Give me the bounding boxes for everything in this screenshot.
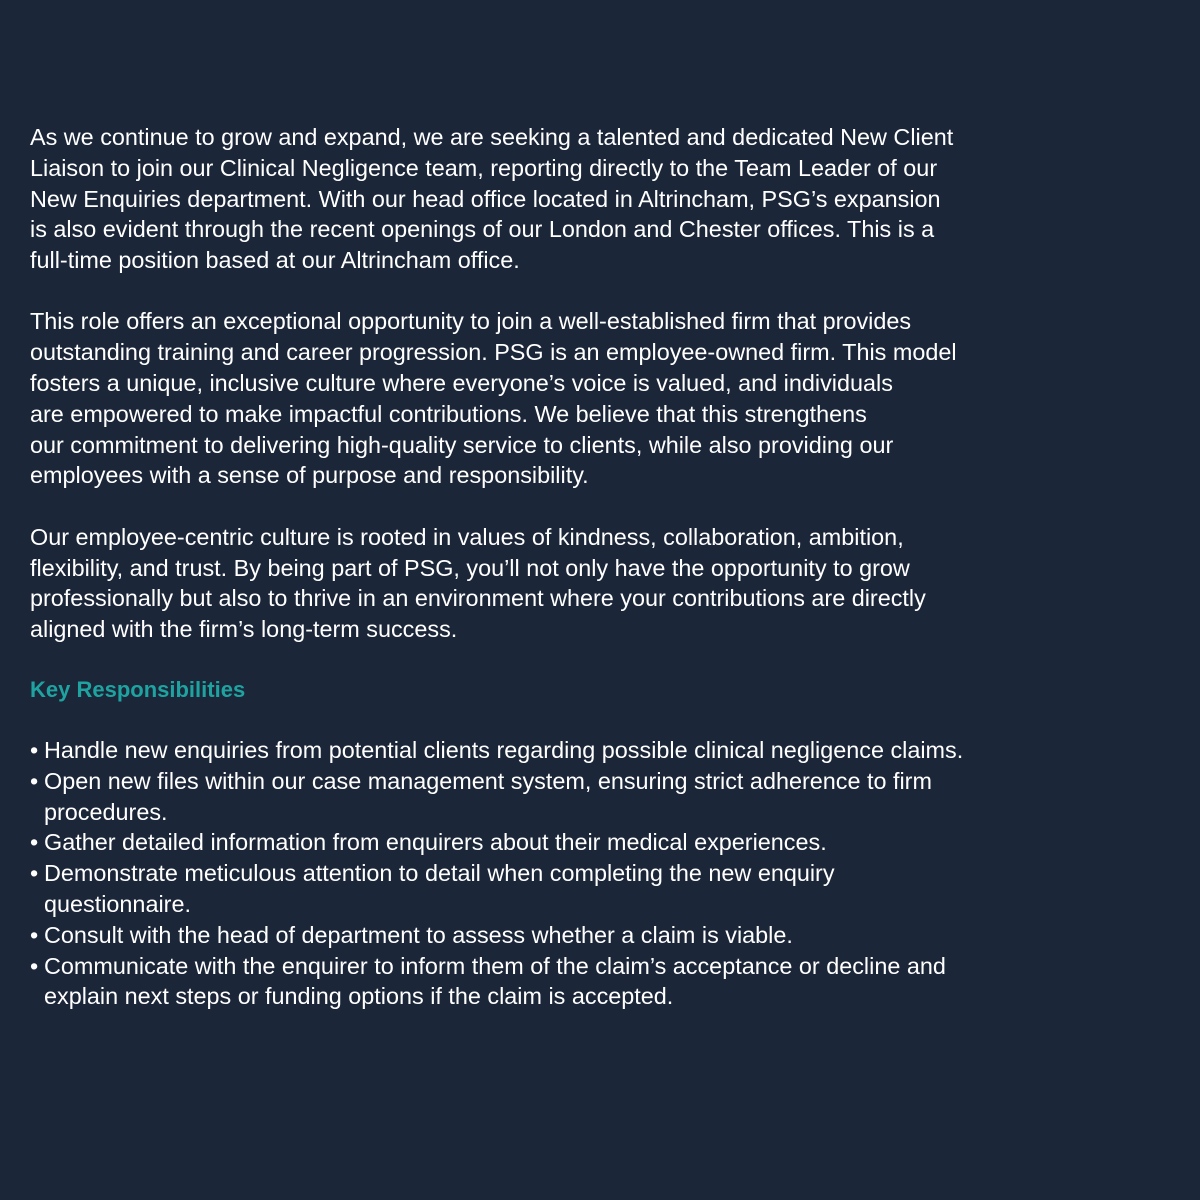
paragraph-line: New Enquiries department. With our head office located in Altrincham, PSG’s expansion [30, 185, 941, 212]
job-description-content [30, 122, 1190, 1012]
paragraph-line: As we continue to grow and expand, we are seeking a talented and dedicated New Client [30, 124, 954, 150]
bullet-icon: • [30, 767, 39, 794]
list-item-line: procedures. [44, 798, 168, 825]
paragraph-line: This role offers an exceptional opportunity to join a well-established firm that provides [30, 308, 912, 335]
paragraph-line: outstanding training and career progression. PSG is an employee-owned firm. This model [30, 339, 957, 366]
list-item [30, 766, 1190, 828]
paragraph-line: are empowered to make impactful contributions. We believe that this strengthens [30, 400, 867, 427]
paragraph-line: employees with a sense of purpose and responsibility. [30, 462, 589, 489]
list-item [30, 735, 1190, 766]
list-item-line: Consult with the head of department to assess whether a claim is viable. [44, 921, 793, 948]
paragraph-line: fosters a unique, inclusive culture where everyone’s voice is valued, and individuals [30, 370, 893, 397]
bullet-icon: • [30, 952, 39, 979]
paragraph-line: our commitment to delivering high-quality service to clients, while also providing our [30, 431, 894, 458]
list-item [30, 920, 1190, 951]
bullet-icon: • [30, 829, 39, 856]
list-item-line: questionnaire. [44, 890, 191, 917]
intro-paragraph [30, 122, 1190, 276]
bullet-icon: • [30, 860, 39, 887]
list-item-line: Communicate with the enquirer to inform them of the claim’s acceptance or decline and [44, 952, 946, 979]
list-item-line: Demonstrate meticulous attention to detail when completing the new enquiry [44, 860, 835, 887]
bullet-icon: • [30, 736, 39, 763]
culture-paragraph [30, 522, 1190, 645]
list-item-line: explain next steps or funding options if the claim is accepted. [44, 983, 674, 1010]
paragraph-line: full-time position based at our Altrincham office. [30, 247, 520, 274]
paragraph-line: Liaison to join our Clinical Negligence team, reporting directly to the Team Leader of our [30, 154, 938, 181]
key-responsibilities-heading: Key Responsibilities [30, 676, 246, 702]
responsibilities-list [30, 735, 1190, 1012]
list-item-line: Open new files within our case management system, ensuring strict adherence to firm [44, 767, 932, 794]
list-item [30, 827, 1190, 858]
role-paragraph [30, 306, 1190, 491]
list-item-line: Handle new enquiries from potential clients regarding possible clinical negligence claims. [44, 736, 964, 763]
bullet-icon: • [30, 921, 39, 948]
paragraph-line: flexibility, and trust. By being part of PSG, you’ll not only have the opportunity to grow [30, 554, 910, 581]
paragraph-line: is also evident through the recent openings of our London and Chester offices. This is a [30, 216, 935, 243]
list-item [30, 858, 1190, 920]
paragraph-line: aligned with the firm’s long-term success. [30, 616, 458, 643]
paragraph-line: Our employee-centric culture is rooted in values of kindness, collaboration, ambition, [30, 523, 904, 550]
list-item [30, 951, 1190, 1013]
list-item-line: Gather detailed information from enquirers about their medical experiences. [44, 829, 827, 856]
paragraph-line: professionally but also to thrive in an environment where your contributions are directly [30, 585, 926, 612]
